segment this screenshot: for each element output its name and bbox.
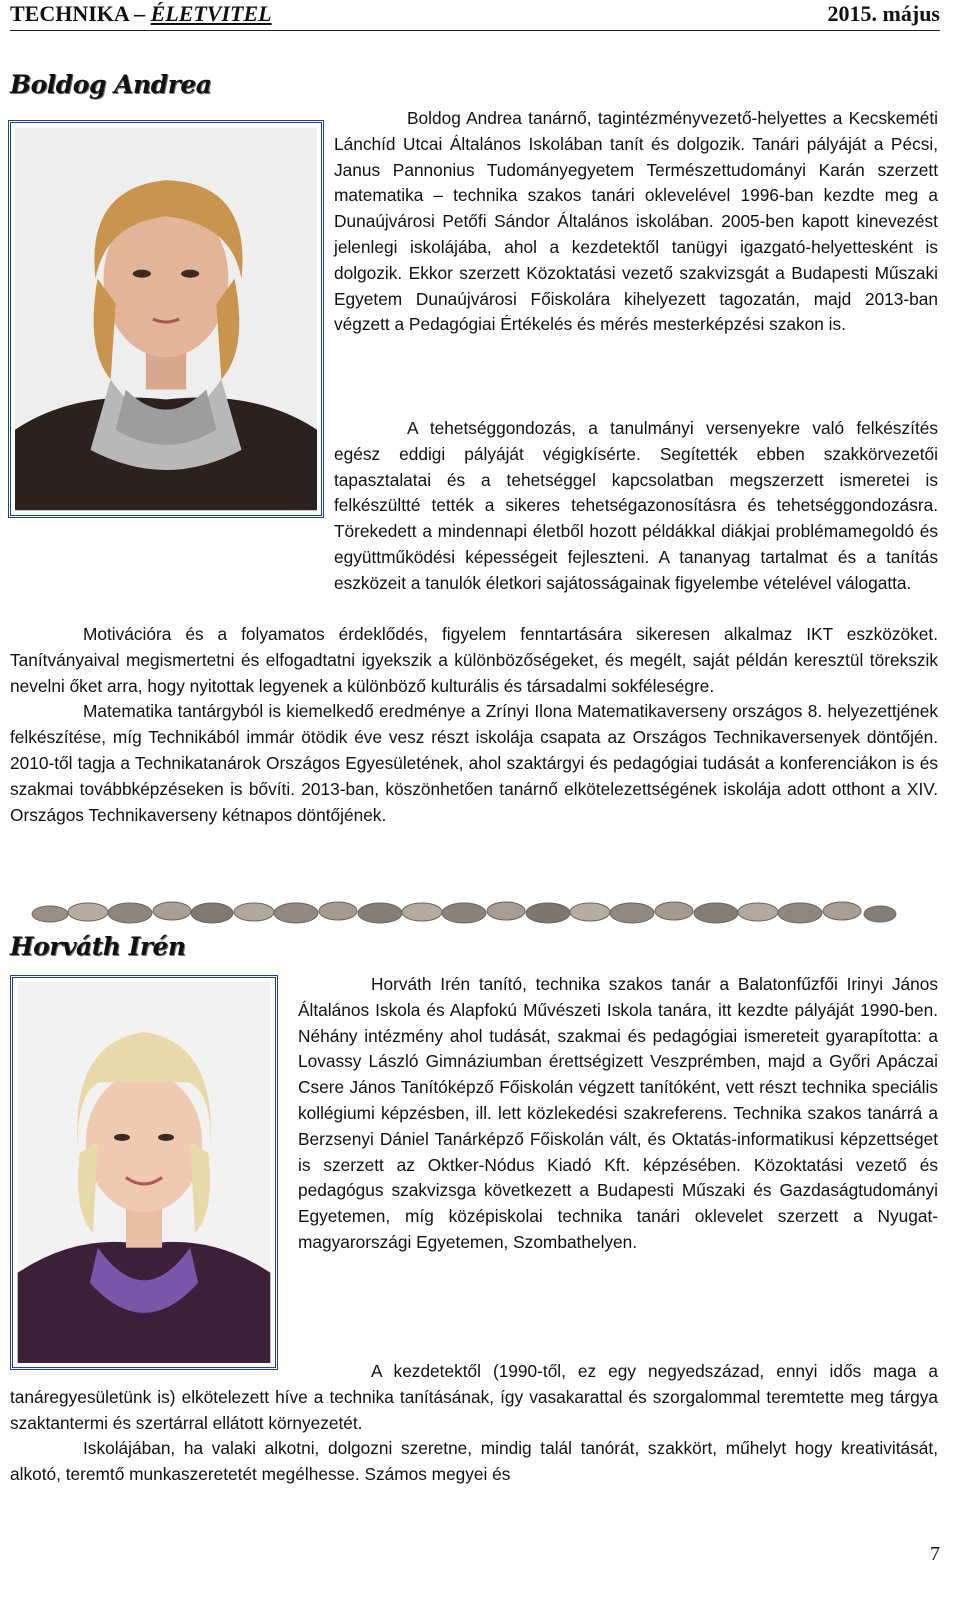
paragraph: A kezdetektől (1990-től, ez egy negyedszázad, ennyi idős maga a tanáregyesületünk is) elkötelezett híve a technika tanításának, így vasakarattal és szorgalommal teremtette meg tárgya szaktantermi és szertárral ellátott környezetét. — [10, 1361, 938, 1433]
paragraph: Boldog Andrea tanárnő, tagintézményvezető-helyettes a Kecskeméti Lánchíd Utcai Általános Iskolában tanít és dolgozik. Tanári pályáját a Pécsi, Janus Pannonius Tudományegyetem Természettudományi Karán szerzett matematika – technika szakos tanári oklevelével 1996-ban kezdte meg a Dunaújvárosi Petőfi Sándor Általános iskolában. 2005-ben kapott kinevezést jelenlegi iskolájába, ahol a kezdetektől tanügyi igazgató-helyettesként is dolgozik. Ekkor szerzett Közoktatási vezető szakvizsgát a Budapesti Műszaki Egyetem Dunaújvárosi Főiskolára kihelyezett tagozatán, majd 2013-ban végzett a Pedagógiai Értékelés és mérés mesterképzési szakon is. — [334, 108, 938, 335]
header-dash: – — [128, 1, 151, 26]
paragraph: Iskolájában, ha valaki alkotni, dolgozni szeretne, mindig talál tanórát, szakkört, műhelyt hogy kreativitását, alkotó, teremtő munkaszeretetét megélhesse. Számos megyei és — [10, 1438, 938, 1485]
page-number: 7 — [930, 1543, 940, 1565]
portrait-photo-horvath — [10, 975, 278, 1370]
profile-text-boldog-part3 — [10, 622, 938, 828]
header-date: 2015. május — [827, 1, 940, 26]
portrait-image — [17, 982, 271, 1363]
profile-name-horvath: Horváth Irén — [10, 932, 186, 961]
header-journal — [10, 0, 272, 28]
paragraph: Motivációra és a folyamatos érdeklődés, figyelem fenntartására sikeresen alkalmaz IKT eszközöket. Tanítványaival megismertetni és elfogadtatni igyekszik a különbözőségeket, és megélt, saját példán keresztül törekszik nevelni őket arra, hogy nyitottak legyenek a különböző kulturális és társadalmi sokféleségre. — [10, 624, 938, 696]
journal-name: TECHNIKA — [10, 1, 129, 26]
pebble-divider — [30, 898, 900, 926]
running-header — [10, 0, 940, 31]
profile-name-boldog: Boldog Andrea — [10, 70, 212, 99]
section-name: ÉLETVITEL — [150, 1, 272, 26]
paragraph: Horváth Irén tanító, technika szakos tanár a Balatonfűzfői Irinyi János Általános Iskola és Alapfokú Művészeti Iskola tanára, itt kezdte pályáját 1990-ben. Néhány intézmény ahol tudását, szakmai és pedagógiai ismereteit gyarapította: a Lovassy László Gimnáziumban érettségizett Veszprémben, majd a Győri Apáczai Csere János Tanítóképző Főiskolán végzett tanítóként, vett részt technika speciális kollégiumi képzésben, ill. lett közlekedési szakreferens. Technika szakos tanárrá a Berzsenyi Dániel Tanárképző Főiskolán vált, és Oktatás-informatikusi képzettséget is szerzett az Oktker-Nódus Kiadó Kft. képzésében. Közoktatási vezető és pedagógus szakvizsga következett a Budapesti Műszaki és Gazdaságtudományi Egyetemen, míg középiskolai technika tanári oklevelet szerzett a Nyugat-magyarországi Egyetemen, Szombathelyen. — [298, 974, 938, 1252]
profile-text-boldog-part1 — [334, 106, 938, 338]
profile-text-boldog-part2 — [10, 416, 938, 597]
paragraph: A tehetséggondozás, a tanulmányi versenyekre való felkészítés egész eddigi pályáját végigkísérte. Segítették ebben szakkörvezetői tapasztalatai és a tehetséggel kapcsolatban megszerzett ismeretei is felkészültté tették a sikeres tehetségazonosításra és tehetséggondozásra. Törekedett a mindennapi életből hozott példákkal diákjai problémamegoldó és együttműködési képességeit fejleszteni. A tananyag tartalmat és a tanítás eszközeit a tanulók életkori sajátosságainak figyelembe vételével válogatta. — [334, 418, 938, 593]
profile-text-horvath-part1 — [298, 972, 938, 1256]
paragraph: Matematika tantárgyból is kiemelkedő eredménye a Zrínyi Ilona Matematikaverseny országos 8. helyezettjének felkészítése, míg Technikából immár ötödik éve vesz részt iskolája csapata az Országos Technikaversenyek döntőjén. 2010-től tagja a Technikatanárok Országos Egyesületének, ahol szaktárgyi és pedagógiai tudását a konferenciákon is és szakmai továbbképzéseken is bővíti. 2013-ban, köszönhetően tanárnő elkötelezettségének iskolája adott otthont a XIV. Országos Technikaverseny kétnapos döntőjének. — [10, 701, 938, 825]
profile-text-horvath-part2 — [10, 1359, 938, 1488]
